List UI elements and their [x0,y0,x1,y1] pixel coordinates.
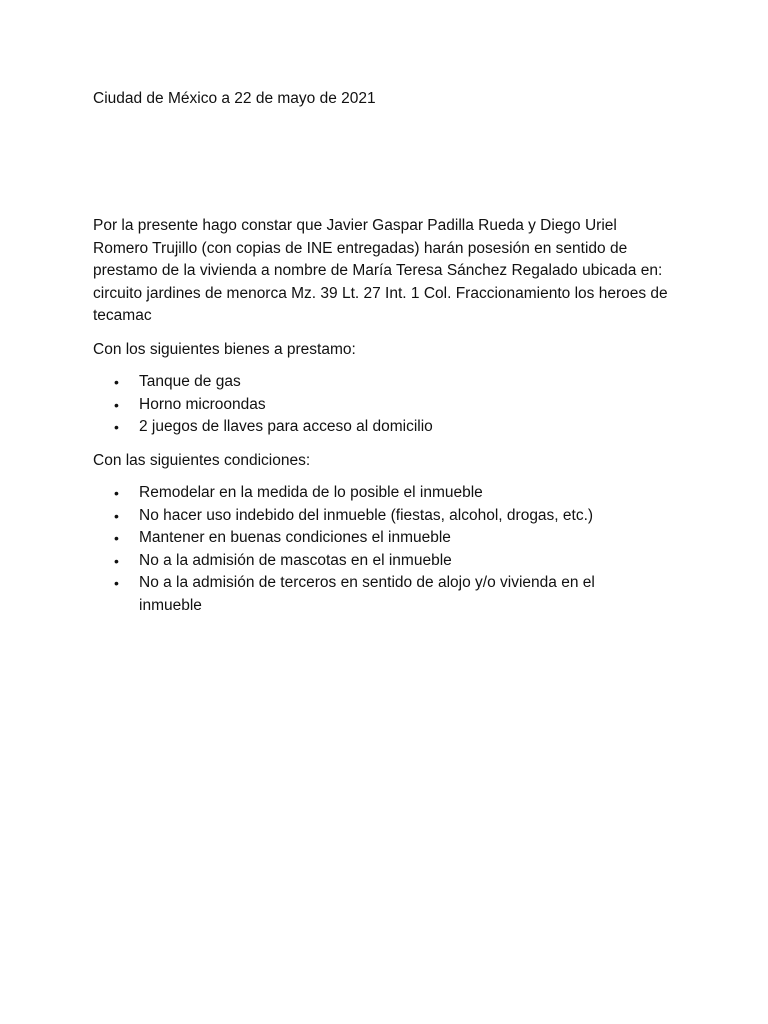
list-item [0,527,639,550]
body-paragraph: Por la presente hago constar que Javier Gaspar Padilla Rueda y Diego Uriel Romero Trujillo (con copias de INE entregadas) harán posesión en sentido de prestamo de la vivienda a nombre de María Teresa Sánchez Regalado ubicada en: circuito jardines de menorca Mz. 39 Lt. 27 Int. 1 Col. Fraccionamiento los heroes de tecamac [93,217,668,325]
items-intro: Con los siguientes bienes a prestamo: [93,341,356,358]
bullet-icon: • [114,575,119,592]
list-item [0,505,639,528]
bullet-icon: • [114,552,119,569]
list-item-text: Remodelar en la medida de lo posible el inmueble [139,484,483,501]
bullet-icon: • [114,374,119,390]
bullet-icon: • [114,530,119,547]
bullet-icon: • [114,507,119,524]
list-item-text: Tanque de gas [139,373,241,390]
conditions-list [0,482,600,618]
list-item-text: No a la admisión de mascotas en el inmueble [139,551,452,569]
list-item-text: No hacer uso indebido del inmueble (fiestas, alcohol, drogas, etc.) [139,506,594,524]
list-item-text: Mantener en buenas condiciones el inmueble [139,529,451,547]
list-item [0,572,639,617]
bullet-icon: • [114,485,119,501]
items-list [0,371,600,439]
list-item [0,394,639,417]
list-item [0,550,639,573]
bullet-icon: • [114,419,119,436]
date-line: Ciudad de México a 22 de mayo de 2021 [93,90,376,107]
list-item [0,371,639,394]
list-item-text: 2 juegos de llaves para acceso al domicilio [139,418,433,436]
conditions-intro: Con las siguientes condiciones: [93,452,311,469]
bullet-icon: • [114,396,119,413]
list-item [0,482,639,505]
list-item-text: No a la admisión de terceros en sentido de alojo y/o vivienda en el inmueble [139,574,595,614]
list-item-text: Horno microondas [139,395,266,413]
list-item [0,416,639,439]
